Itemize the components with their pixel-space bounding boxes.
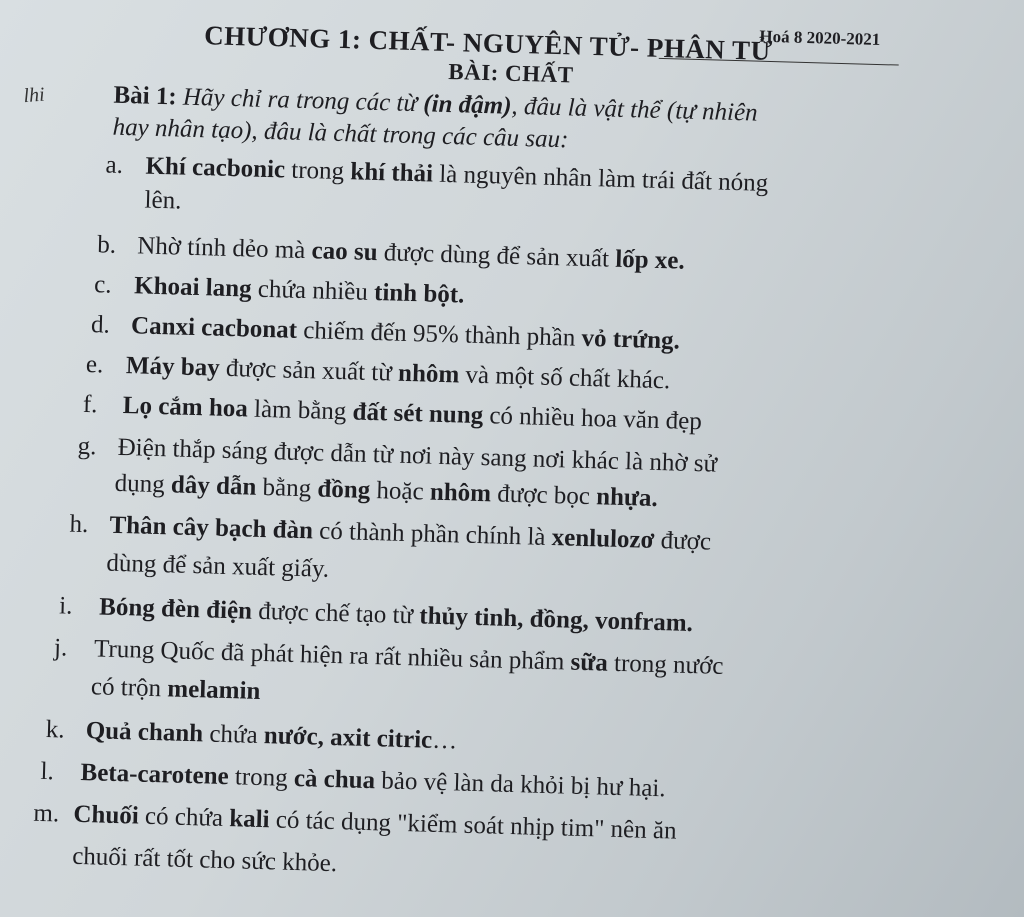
item-g: g. Điện thắp sáng được dẫn từ nơi này sang nơi khác là nhờ sử: [77, 432, 718, 478]
item-a: a. Khí cacbonic trong khí thải là nguyên nhân làm trái đất nóng: [105, 151, 769, 197]
worksheet: [0, 6, 960, 917]
chapter-title: CHƯƠNG 1: CHẤT- NGUYÊN TỬ- PHÂN TỬ: [203, 20, 773, 67]
exercise-prompt-line2: hay nhân tạo), đâu là chất trong các câu sau:: [112, 113, 569, 154]
exercise-prompt: Bài 1: Hãy chỉ ra trong các từ (in đậm), đâu là vật thể (tự nhiên: [113, 81, 759, 127]
item-a-cont: lên.: [144, 186, 182, 215]
item-d: d. Canxi cacbonat chiếm đến 95% thành phần vỏ trứng.: [90, 311, 681, 355]
item-g-cont: dụng dây dẫn bằng đồng hoặc nhôm được bọc nhựa.: [114, 469, 659, 512]
item-h-cont: dùng để sản xuất giấy.: [106, 549, 330, 583]
item-e: e. Máy bay được sản xuất từ nhôm và một số chất khác.: [85, 350, 671, 395]
exercise-label: Bài 1:: [113, 81, 178, 111]
item-m: m. Chuối có chứa kali có tác dụng "kiểm soát nhịp tim" nên ăn: [33, 799, 677, 845]
item-b: b. Nhờ tính dẻo mà cao su được dùng để sản xuất lốp xe.: [96, 231, 686, 275]
item-f: f. Lọ cắm hoa làm bằng đất sét nung có nhiều hoa văn đẹp: [82, 390, 703, 436]
item-i: i. Bóng đèn điện được chế tạo từ thủy tinh, đồng, vonfram.: [58, 592, 694, 638]
lesson-title: BÀI: CHẤT: [447, 58, 574, 88]
item-m-cont: chuối rất tốt cho sức khỏe.: [71, 842, 338, 878]
item-h: h. Thân cây bạch đàn có thành phần chính là xenlulozơ được: [69, 510, 712, 556]
course-label: Hoá 8 2020-2021: [759, 26, 881, 50]
item-l: l. Beta-carotene trong cà chua bảo vệ làn da khỏi bị hư hại.: [40, 757, 666, 803]
item-k: k. Quả chanh chứa nước, axit citric…: [45, 716, 458, 755]
item-j: j. Trung Quốc đã phát hiện ra rất nhiều sản phẩm sữa trong nước: [53, 634, 724, 680]
item-c: c. Khoai lang chứa nhiều tinh bột.: [93, 271, 465, 309]
item-j-cont: có trộn melamin: [90, 673, 261, 705]
handwritten-note: lhi: [22, 83, 46, 108]
